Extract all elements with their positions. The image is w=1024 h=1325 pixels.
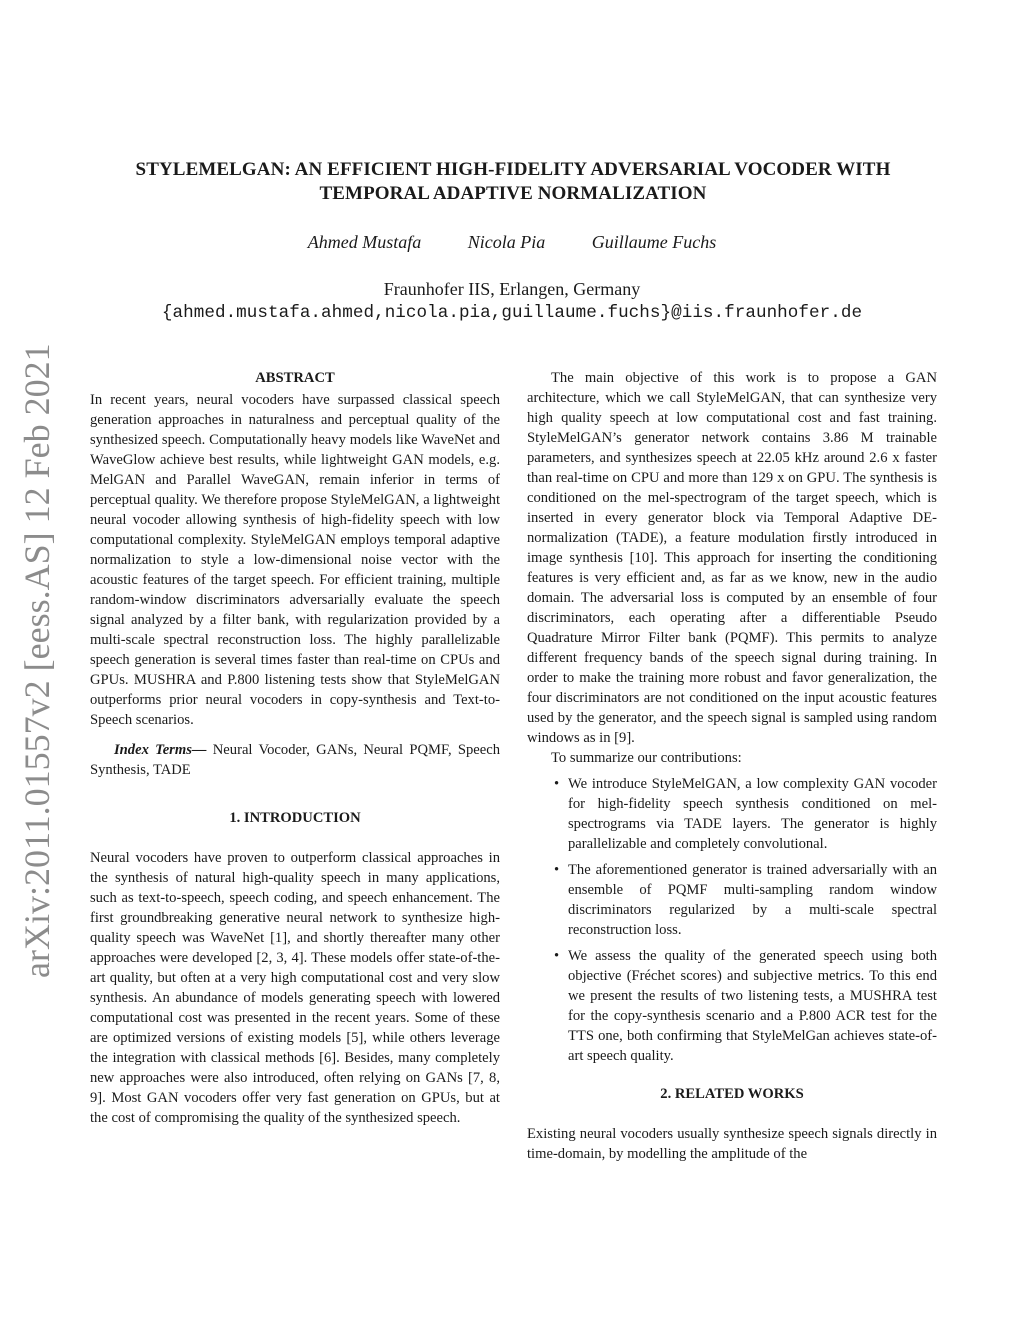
contribution-text: We assess the quality of the generated speech using both objective (Fréchet scores) and subjective metrics. To this end we present the results of two listening tests, a MUSHRA test for the copy-synthesis scenario and a P.800 ACR test for the TTS one, both confirming that StyleMelGan achieves state-of-art speech quality. [568,948,937,1064]
contribution-item [527,860,937,940]
index-terms-text: Neural Vocoder, GANs, Neural PQMF, Speech Synthesis, TADE [90,742,501,778]
index-terms [90,740,500,780]
bullet-icon: • [554,776,560,792]
related-works-heading: 2. RELATED WORKS [660,1086,804,1102]
author-2: Nicola Pia [467,232,546,252]
summary-intro: To summarize our contributions: [551,750,742,766]
affiliation: Fraunhofer IIS, Erlangen, Germany [383,279,641,299]
author-3: Guillaume Fuchs [591,232,717,252]
author-1: Ahmed Mustafa [307,232,422,252]
contribution-item [527,774,937,854]
arxiv-stamp: arXiv:2011.01557v2 [eess.AS] 12 Feb 2021 [17,343,57,978]
contribution-item [527,946,937,1066]
related-works-text: Existing neural vocoders usually synthesize speech signals directly in time-domain, by modelling the amplitude of the [527,1126,937,1162]
abstract-text: In recent years, neural vocoders have surpassed classical speech generation approaches in naturalness and perceptual quality of the synthesized speech. Computationally heavy models like WaveNet and WaveGlow achieve best results, while lightweight GAN models, e.g. MelGAN and Parallel WaveGAN, remain inferior in terms of perceptual quality. We therefore propose StyleMelGAN, a lightweight neural vocoder allowing synthesis of high-fidelity speech with low computational complexity. StyleMelGAN employs temporal adaptive normalization to style a low-dimensional noise vector with the acoustic features of the target speech. For efficient training, multiple random-window discriminators adversarially evaluate the speech signal analyzed by a filter bank, with regularization provided by a multi-scale spectral reconstruction loss. The highly parallelizable speech generation is several times faster than real-time on CPUs and GPUs. MUSHRA and P.800 listening tests show that StyleMelGAN outperforms prior neural vocoders in copy-synthesis and Text-to-Speech scenarios. [90,392,500,728]
abstract-heading: ABSTRACT [255,370,335,386]
index-terms-label: Index Terms— [114,742,207,758]
right-column [527,368,937,1164]
title-line-1: STYLEMELGAN: AN EFFICIENT HIGH-FIDELITY ADVERSARIAL VOCODER WITH [135,159,891,180]
author-emails: {ahmed.mustafa.ahmed,nicola.pia,guillaume.fuchs}@iis.fraunhofer.de [161,303,863,323]
contribution-list [527,774,937,1066]
introduction-text: Neural vocoders have proven to outperform classical approaches in the synthesis of natural high-quality speech in many applications, such as text-to-speech, speech coding, and speech enhancement. The first groundbreaking generative neural network to synthesize high-quality speech was WaveNet [1], and shortly thereafter many other approaches were developed [2, 3, 4]. These models offer state-of-the-art quality, but often at a very high computational cost and very slow synthesis. An abundance of models generating speech with lowered computational cost was presented in the recent years. Some of these are optimized versions of existing models [5], while others leverage the integration with classical methods [6]. Besides, many completely new approaches were also introduced, often relying on GANs [7, 8, 9]. Most GAN vocoders offer very fast generation on GPUs, but at the cost of compromising the quality of the synthesized speech. [90,850,500,1126]
objective-text: The main objective of this work is to propose a GAN architecture, which we call StyleMelGAN, that can synthesize very high quality speech at low computational cost and fast training. StyleMelGAN’s generator network contains 3.86 M trainable parameters, and synthesizes speech at 22.05 kHz around 2.6 x faster than real-time on CPU and more than 129 x on GPU. The synthesis is conditioned on the mel-spectrogram of the target speech, which is inserted in every generator block via Temporal Adaptive DE-normalization (TADE), a feature modulation firstly introduced in image synthesis [10]. This approach for inserting the conditioning features is very efficient and, as far as we know, new in the audio domain. The adversarial loss is computed by an ensemble of four discriminators, each operating after a differentiable Pseudo Quadrature Mirror Filter bank (PQMF). This permits to analyze different frequency bands of the speech signal during training. In order to make the training more robust and favor generalization, the four discriminators are not conditioned on the input acoustic features used by the generator, and the speech signal is sampled using random windows as in [9]. [527,370,937,746]
left-column [90,368,500,1128]
contribution-text: We introduce StyleMelGAN, a low complexity GAN vocoder for high-fidelity speech synthesis conditioned on mel-spectrograms via TADE layers. The generator is highly parallelizable and completely convolutional. [568,776,937,852]
contribution-text: The aforementioned generator is trained adversarially with an ensemble of PQMF multi-sampling random window discriminators regularized by a multi-scale spectral reconstruction loss. [568,862,937,938]
title-line-2: TEMPORAL ADAPTIVE NORMALIZATION [319,183,707,204]
author-list [0,232,1024,253]
bullet-icon: • [554,948,560,964]
bullet-icon: • [554,862,560,878]
paper-title [90,158,936,206]
introduction-heading: 1. INTRODUCTION [229,810,361,826]
